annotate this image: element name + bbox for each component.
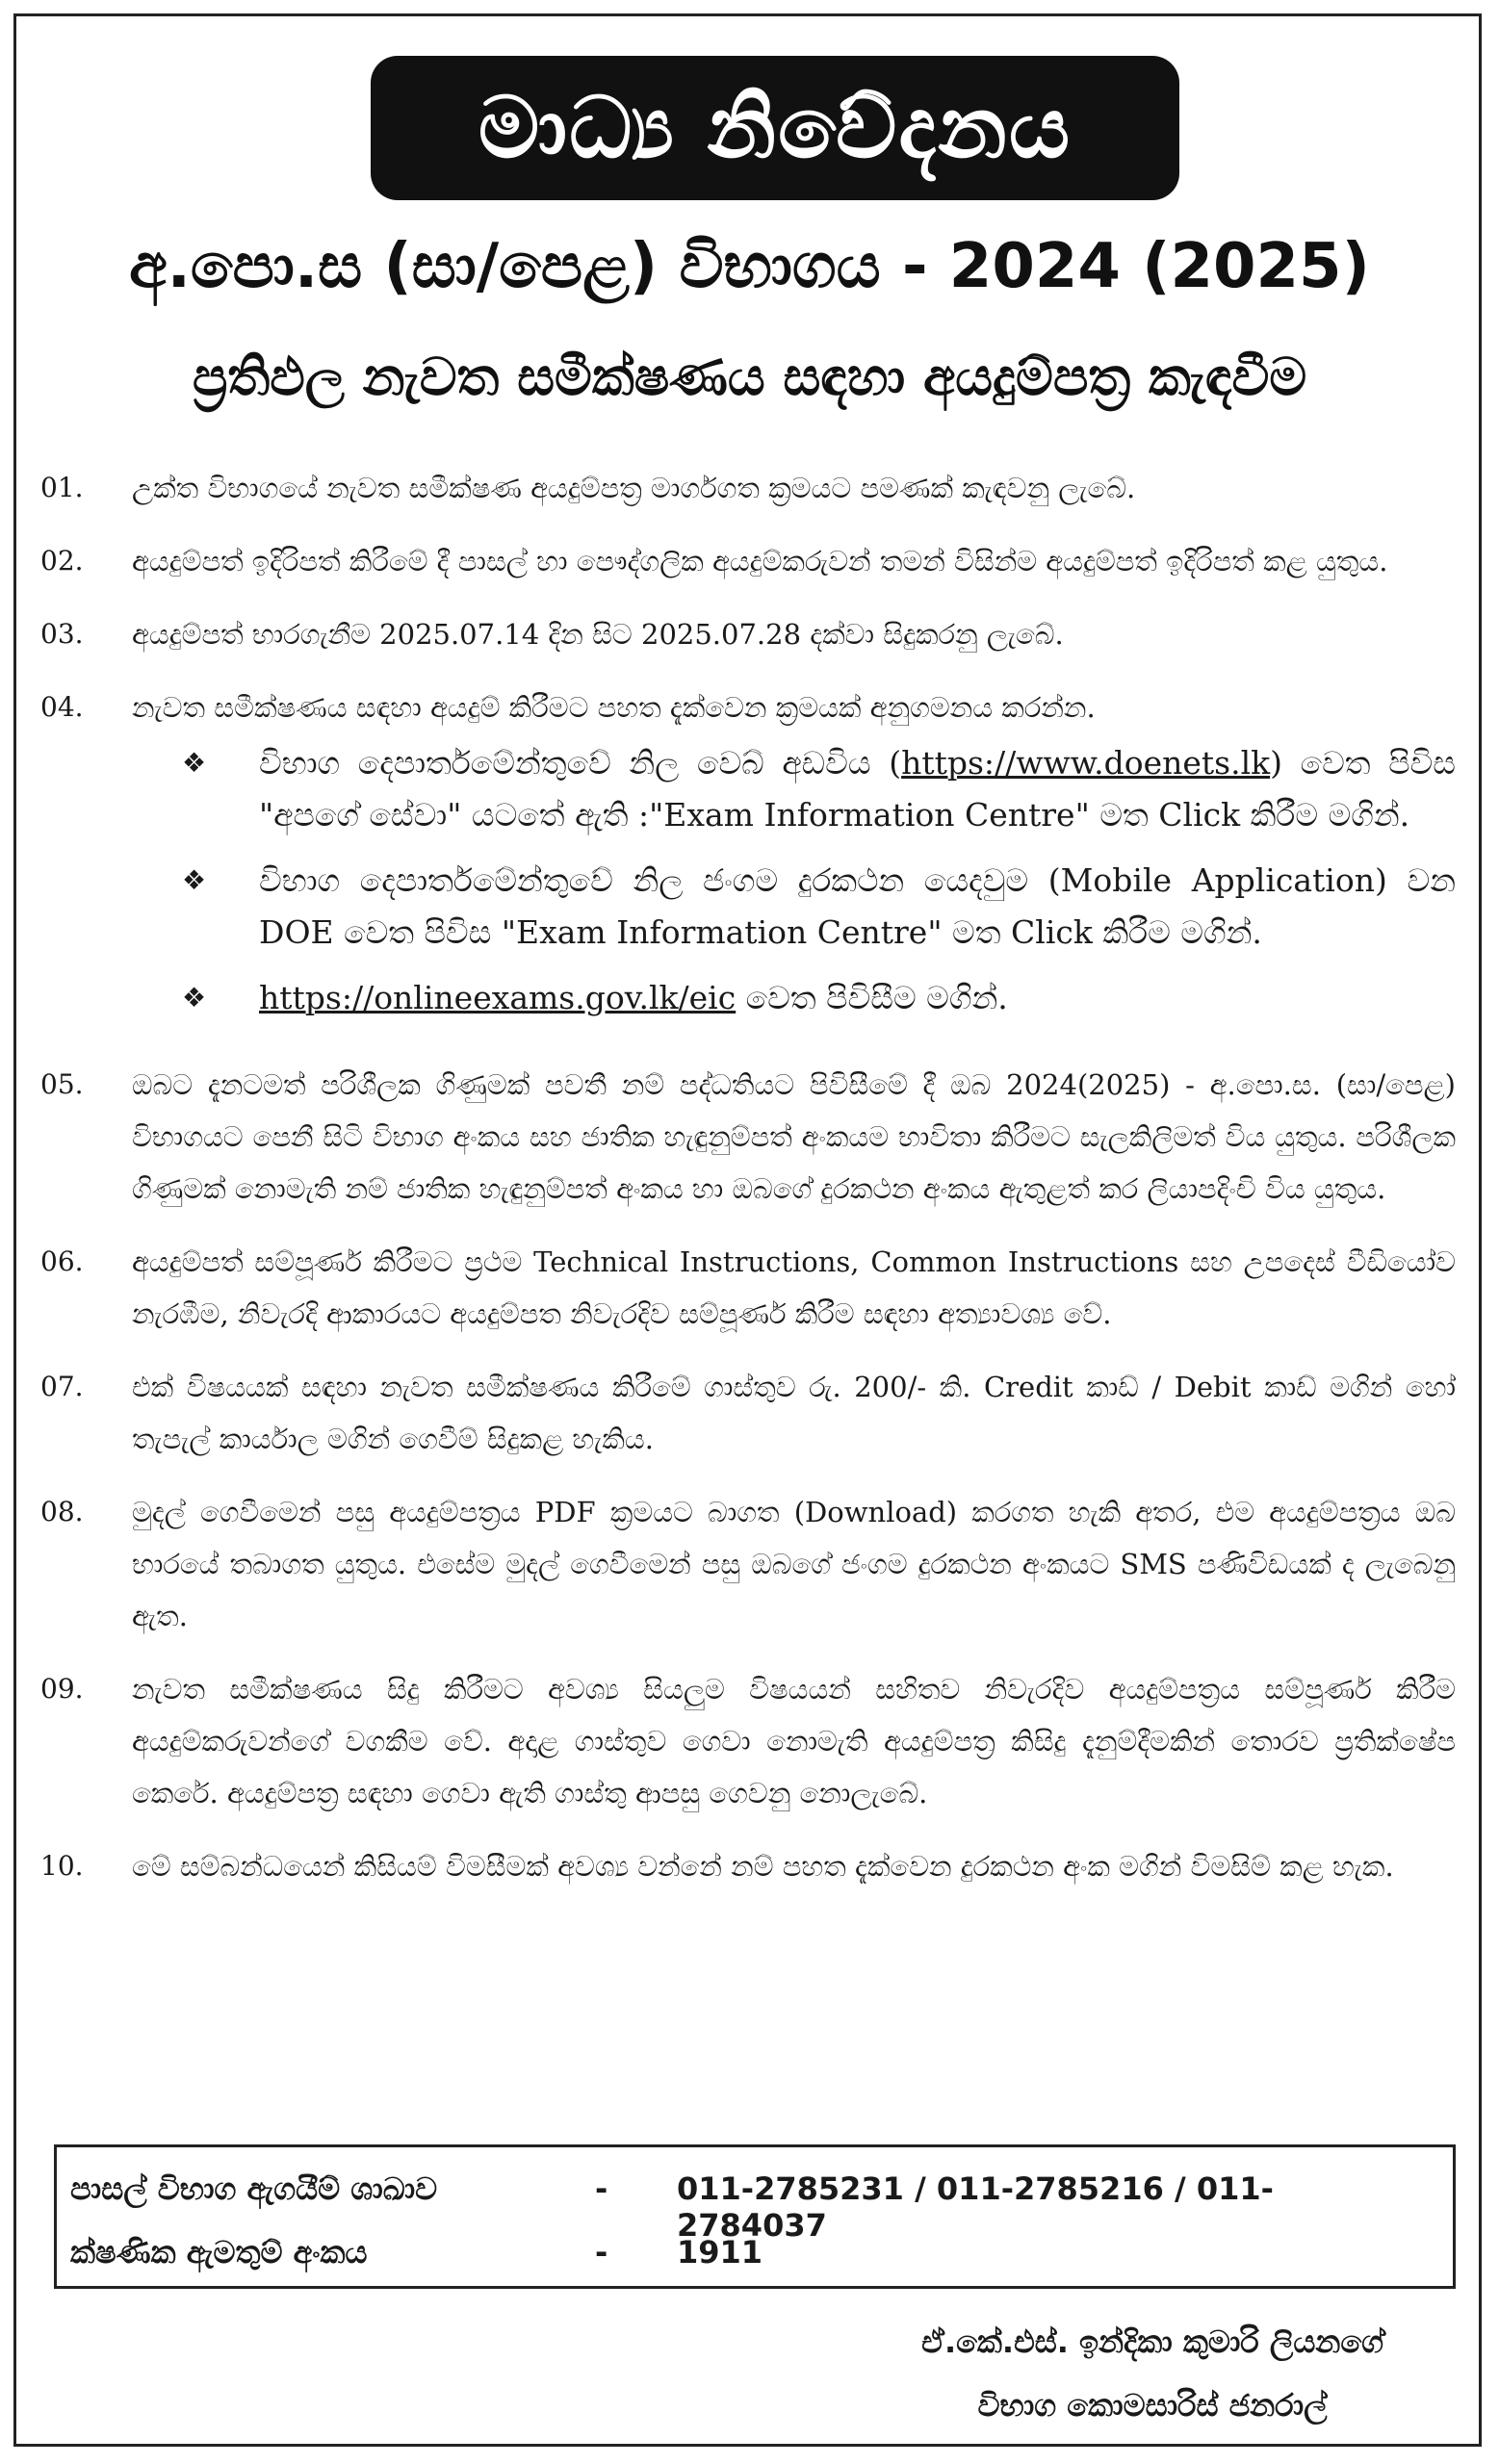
method-text [259, 737, 1456, 841]
contact-dash: - [595, 2170, 608, 2207]
diamond-bullet-icon: ❖ [182, 982, 207, 1014]
item-text: නැවත සමීක්ෂණය සඳහා අයදුම් කිරීමට පහත දැක්වෙන ක්‍රමයක් අනුගමනය කරන්න. [132, 691, 1096, 724]
list-item [40, 462, 1456, 514]
press-release-banner: මාධ්‍ය නිවේදනය [371, 56, 1179, 200]
signatory-name: ඒ.කේ.එස්. ඉන්දිකා කුමාරි ලියනගේ [921, 2323, 1383, 2360]
item-number: 01. [40, 472, 84, 503]
phone-numbers: 011-2785231 / 011-2785216 / 011-2784037 [677, 2170, 1274, 2244]
item-number: 03. [40, 618, 84, 650]
list-item [40, 1361, 1456, 1465]
item-text: අයදුම්පත් භාරගැනීම 2025.07.14 දින සිට 2025.07.28 දක්වා සිදුකරනු ලැබේ. [132, 618, 1064, 651]
exam-title: අ.පො.ස (සා/පෙළ) විභාගය - 2024 (2025) [129, 231, 1370, 302]
method-item [132, 737, 1456, 841]
item-text: ඔබට දැනටමත් පරිශීලක ගිණුමක් පවතී නම් පද්ධතියට පිවිසීමේ දී ඔබ 2024(2025) - අ.පො.ස. (සා/පෙළ) විභාගයට පෙනී සිටි විභාග අංකය සහ ජාතික හැඳුනුම්පත් අංකයම භාවිතා කිරීමට සැලකිලිමත් විය යුතුය. පරිශීලක ගිණුමක් නොමැති නම් ජාතික හැඳුනුම්පත් අංකය හා ඔබගේ දුරකථන අංකය ඇතුළත් කර ලියාපදිංචි විය යුතුය. [132, 1068, 1456, 1205]
item-number: 06. [40, 1245, 84, 1277]
contact-label: පාසල් විභාග ඇගයීම් ශාඛාව [70, 2170, 438, 2207]
method-item [132, 855, 1456, 959]
item-text: එක් විෂයයක් සඳහා නැවත සමීක්ෂණය කිරීමේ ගාස්තුව රු. 200/- කි. Credit කාඩ් / Debit කාඩ් මගින් හෝ තැපැල් කාර්යාල මගින් ගෙවීම් සිදුකළ හැකිය. [132, 1371, 1456, 1455]
item-text: මුදල් ගෙවීමෙන් පසු අයදුම්පත්‍රය PDF ක්‍රමයට බාගත (Download) කරගත හැකි අතර, එම අයදුම්පත්‍රය ඔබ භාරයේ තබාගත යුතුය. එසේම මුදල් ගෙවීමෙන් පසු ඔබගේ ජංගම දුරකථන අංකයට SMS පණිවිඩයක් ද ලැබෙනු ඇත. [132, 1496, 1456, 1632]
signatory-title: විභාග කොමසාරිස් ජනරාල් [977, 2387, 1328, 2424]
list-item [40, 1840, 1456, 1892]
item-number: 08. [40, 1496, 84, 1527]
list-item [40, 535, 1456, 587]
contact-dash: - [595, 2234, 608, 2271]
list-item [40, 1663, 1456, 1819]
application-methods [132, 737, 1456, 1024]
doenets-link[interactable]: https://www.doenets.lk [901, 744, 1271, 782]
diamond-bullet-icon: ❖ [182, 747, 207, 779]
contact-row [70, 2170, 1418, 2244]
method-text-post: ) වෙත පිවිස "අපගේ සේවා" යටතේ ඇති :"Exam Information Centre" මත Click කිරීම මගින්. [259, 744, 1456, 834]
notice-title: ප්‍රතිඵල නැවත සමීක්ෂණය සඳහා අයදුම්පත්‍ර කැඳවීම [192, 346, 1307, 407]
item-number: 04. [40, 691, 84, 723]
onlineexams-link[interactable]: https://onlineexams.gov.lk/eic [259, 979, 737, 1016]
item-number: 07. [40, 1371, 84, 1402]
method-text: විභාග දෙපාර්තමේන්තුවේ නිල ජංගම දුරකථන යෙදවුම (Mobile Application) වන DOE වෙත පිවිස "Exam Information Centre" මත Click කිරීම මගින්. [259, 861, 1456, 951]
instructions-list [40, 462, 1456, 1913]
contact-label: ක්ෂණික ඇමතුම් අංකය [70, 2234, 368, 2271]
item-text-block [132, 681, 1456, 1038]
list-item [40, 1236, 1456, 1340]
method-text [259, 972, 1456, 1024]
item-text: අයදුම්පත් සම්පූර්ණ කිරීමට ප්‍රථම Technical Instructions, Common Instructions සහ උපදෙස් වීඩියෝව නැරඹීම, නිවැරදි ආකාරයට අයදුම්පත නිවැරදිව සම්පූර්ණ කිරීම සඳහා අත්‍යාවශ්‍ය වේ. [132, 1245, 1456, 1330]
item-number: 02. [40, 545, 84, 577]
contact-box [54, 2144, 1456, 2289]
signature-block [921, 2310, 1383, 2437]
diamond-bullet-icon: ❖ [182, 864, 207, 896]
item-text: උක්ත විභාගයේ නැවත සමීක්ෂණ අයදුම්පත්‍ර මාර්ගගත ක්‍රමයට පමණක් කැඳවනු ලැබේ. [132, 472, 1136, 504]
item-number: 09. [40, 1673, 84, 1705]
item-text: අයදුම්පත් ඉදිරිපත් කිරීමේ දී පාසල් හා පෞද්ගලික අයදුම්කරුවන් තමන් විසින්ම අයදුම්පත් ඉදිරිපත් කළ යුතුය. [132, 545, 1388, 578]
method-item [132, 972, 1456, 1024]
list-item [40, 608, 1456, 660]
item-text: මේ සම්බන්ධයෙන් කිසියම් විමසීමක් අවශ්‍ය වන්නේ නම් පහත දැක්වෙන දුරකථන අංක මගින් විමසිම් කළ හැක. [132, 1850, 1394, 1883]
list-item [40, 681, 1456, 1038]
hotline-number: 1911 [677, 2234, 763, 2271]
item-number: 05. [40, 1068, 84, 1100]
contact-row [70, 2234, 1418, 2272]
list-item [40, 1059, 1456, 1215]
list-item [40, 1486, 1456, 1642]
method-text-post: වෙත පිවිසීම මගින්. [736, 979, 1008, 1016]
method-text-pre: විභාග දෙපාර්තමේන්තුවේ නිල වෙබ් අඩවිය ( [259, 744, 902, 782]
item-number: 10. [40, 1850, 84, 1882]
item-text: නැවත සමීක්ෂණය සිදු කිරීමට අවශ්‍ය සියලුම විෂයයන් සහිතව නිවැරදිව අයදුම්පත්‍රය සම්පූර්ණ කිරීම අයදුම්කරුවන්ගේ වගකීම වේ. අදාළ ගාස්තුව ගෙවා නොමැති අයදුම්පත්‍ර කිසිදු දැනුම්දීමකින් තොරව ප්‍රතික්ෂේප කෙරේ. අයදුම්පත්‍ර සඳහා ගෙවා ඇති ගාස්තු ආපසු ගෙවනු නොලැබේ. [132, 1673, 1456, 1810]
